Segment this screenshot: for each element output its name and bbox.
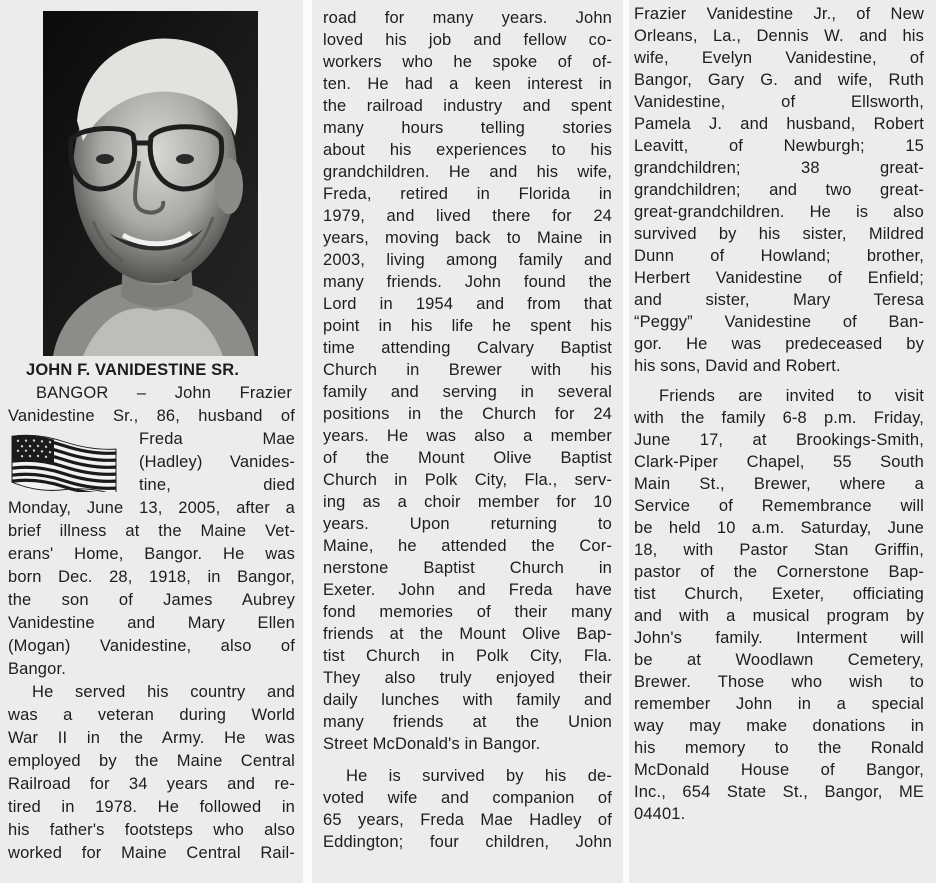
- text-line: voted wife and companion of: [323, 789, 612, 807]
- text-line: gor. He was predeceased by: [634, 335, 924, 353]
- text-line: 2003, living among family and: [323, 251, 612, 269]
- text-line: Vanidestine and Mary Ellen: [8, 614, 295, 632]
- text-line: daily lunches with family and: [323, 691, 612, 709]
- text-line: John's family. Interment will: [634, 629, 924, 647]
- text-line: Exeter. John and Freda have: [323, 581, 612, 599]
- text-line: his sons, David and Robert.: [634, 357, 841, 375]
- text-line: Monday, June 13, 2005, after a: [8, 499, 295, 517]
- text-line: was a veteran during World: [8, 706, 295, 724]
- text-line: Vanidestine, of Ellsworth,: [634, 93, 924, 111]
- text-line: the railroad industry and spent: [323, 97, 612, 115]
- text-line: nerstone Baptist Church in: [323, 559, 612, 577]
- text-line: Lord in 1954 and from that: [323, 295, 612, 313]
- text-line: June 17, at Brookings-Smith,: [634, 431, 924, 449]
- text-line: ing as a choir member for 10: [323, 493, 612, 511]
- american-flag-icon: [10, 432, 118, 492]
- text-line: many friends. John found the: [323, 273, 612, 291]
- text-line: Church in Polk City, Fla., serv-: [323, 471, 612, 489]
- text-line: Pamela J. and husband, Robert: [634, 115, 924, 133]
- text-line: Dunn of Howland; brother,: [634, 247, 924, 265]
- text-line: Eddington; four children, John: [323, 833, 612, 851]
- text-line: Bangor.: [8, 660, 66, 678]
- text-line: grandchildren; and two great-: [634, 181, 924, 199]
- text-line: workers who he spoke of of-: [323, 53, 612, 71]
- text-line: about his experiences to his: [323, 141, 612, 159]
- text-line: years. He was also a member: [323, 427, 612, 445]
- text-line: Clark-Piper Chapel, 55 South: [634, 453, 924, 471]
- text-line: many hours telling stories: [323, 119, 612, 137]
- text-line: Brewer. Those who wish to: [634, 673, 924, 691]
- text-line: worked for Maine Central Rail-: [8, 844, 295, 862]
- text-line: Vanidestine Sr., 86, husband of: [8, 407, 295, 425]
- text-line: (Hadley) Vanides-: [139, 453, 295, 471]
- text-line: be at Woodlawn Cemetery,: [634, 651, 924, 669]
- text-line: Freda Mae: [139, 430, 295, 448]
- text-line: and sister, Mary Teresa: [634, 291, 924, 309]
- text-line: road for many years. John: [323, 9, 612, 27]
- text-line: the son of James Aubrey: [8, 591, 295, 609]
- text-line: pastor of the Cornerstone Bap-: [634, 563, 924, 581]
- text-line: Bangor, Gary G. and wife, Ruth: [634, 71, 924, 89]
- text-line: his memory to the Ronald: [634, 739, 924, 757]
- text-line: Church in Brewer with his: [323, 361, 612, 379]
- text-line: Railroad for 34 years and re-: [8, 775, 295, 793]
- text-line: 18, with Pastor Stan Griffin,: [634, 541, 924, 559]
- text-line: Leavitt, of Newburgh; 15: [634, 137, 924, 155]
- text-line: tist Church, Exeter, officiating: [634, 585, 924, 603]
- text-line: Frazier Vanidestine Jr., of New: [634, 5, 924, 23]
- text-line: many friends at the Union: [323, 713, 612, 731]
- text-line: Orleans, La., Dennis W. and his: [634, 27, 924, 45]
- text-line: He is survived by his de-: [346, 767, 612, 785]
- text-line: ten. He had a keen interest in: [323, 75, 612, 93]
- text-line: War II in the Army. He was: [8, 729, 295, 747]
- text-line: Inc., 654 State St., Bangor, ME: [634, 783, 924, 801]
- text-line: 65 years, Freda Mae Hadley of: [323, 811, 612, 829]
- text-line: born Dec. 28, 1918, in Bangor,: [8, 568, 295, 586]
- text-line: brief illness at the Maine Vet-: [8, 522, 295, 540]
- text-line: 04401.: [634, 805, 686, 823]
- text-line: great-grandchildren. He is also: [634, 203, 924, 221]
- text-line: Service of Remembrance will: [634, 497, 924, 515]
- text-line: survived by his sister, Mildred: [634, 225, 924, 243]
- text-line: “Peggy” Vanidestine of Ban-: [634, 313, 924, 331]
- text-line: (Mogan) Vanidestine, also of: [8, 637, 295, 655]
- text-line: employed by the Maine Central: [8, 752, 295, 770]
- text-line: Herbert Vanidestine of Enfield;: [634, 269, 924, 287]
- text-line: Main St., Brewer, where a: [634, 475, 924, 493]
- text-line: erans' Home, Bangor. He was: [8, 545, 295, 563]
- text-line: Friends are invited to visit: [659, 387, 924, 405]
- text-line: McDonald House of Bangor,: [634, 761, 924, 779]
- text-line: time attending Calvary Baptist: [323, 339, 612, 357]
- text-line: tist Church in Polk City, Fla.: [323, 647, 612, 665]
- text-line: loved his job and fellow co-: [323, 31, 612, 49]
- text-line: tired in 1978. He followed in: [8, 798, 295, 816]
- text-line: family and serving in several: [323, 383, 612, 401]
- text-line: Maine, he attended the Cor-: [323, 537, 612, 555]
- text-line: grandchildren. He and his wife,: [323, 163, 612, 181]
- text-line: of the Mount Olive Baptist: [323, 449, 612, 467]
- text-line: positions in the Church for 24: [323, 405, 612, 423]
- text-line: point in his life he spent his: [323, 317, 612, 335]
- text-line: Freda, retired in Florida in: [323, 185, 612, 203]
- text-line: be held 10 a.m. Saturday, June: [634, 519, 924, 537]
- text-line: fond memories of their many: [323, 603, 612, 621]
- portrait-photo: [43, 11, 258, 356]
- text-line: 1979, and lived there for 24: [323, 207, 612, 225]
- text-line: with the family 6-8 p.m. Friday,: [634, 409, 924, 427]
- text-line: friends at the Mount Olive Bap-: [323, 625, 612, 643]
- text-line: and with a musical program by: [634, 607, 924, 625]
- text-line: his father's footsteps who also: [8, 821, 295, 839]
- text-line: years, moving back to Maine in: [323, 229, 612, 247]
- headline: JOHN F. VANIDESTINE SR.: [26, 361, 240, 379]
- column-gutter: [303, 0, 312, 883]
- text-line: tine, died: [139, 476, 295, 494]
- text-line: BANGOR – John Frazier: [36, 384, 292, 402]
- text-line: He served his country and: [32, 683, 295, 701]
- text-line: grandchildren; 38 great-: [634, 159, 924, 177]
- text-line: way may make donations in: [634, 717, 924, 735]
- text-line: Street McDonald's in Bangor.: [323, 735, 541, 753]
- text-line: wife, Evelyn Vanidestine, of: [634, 49, 924, 67]
- text-line: years. Upon returning to: [323, 515, 612, 533]
- text-line: remember John in a special: [634, 695, 924, 713]
- text-line: They also truly enjoyed their: [323, 669, 612, 687]
